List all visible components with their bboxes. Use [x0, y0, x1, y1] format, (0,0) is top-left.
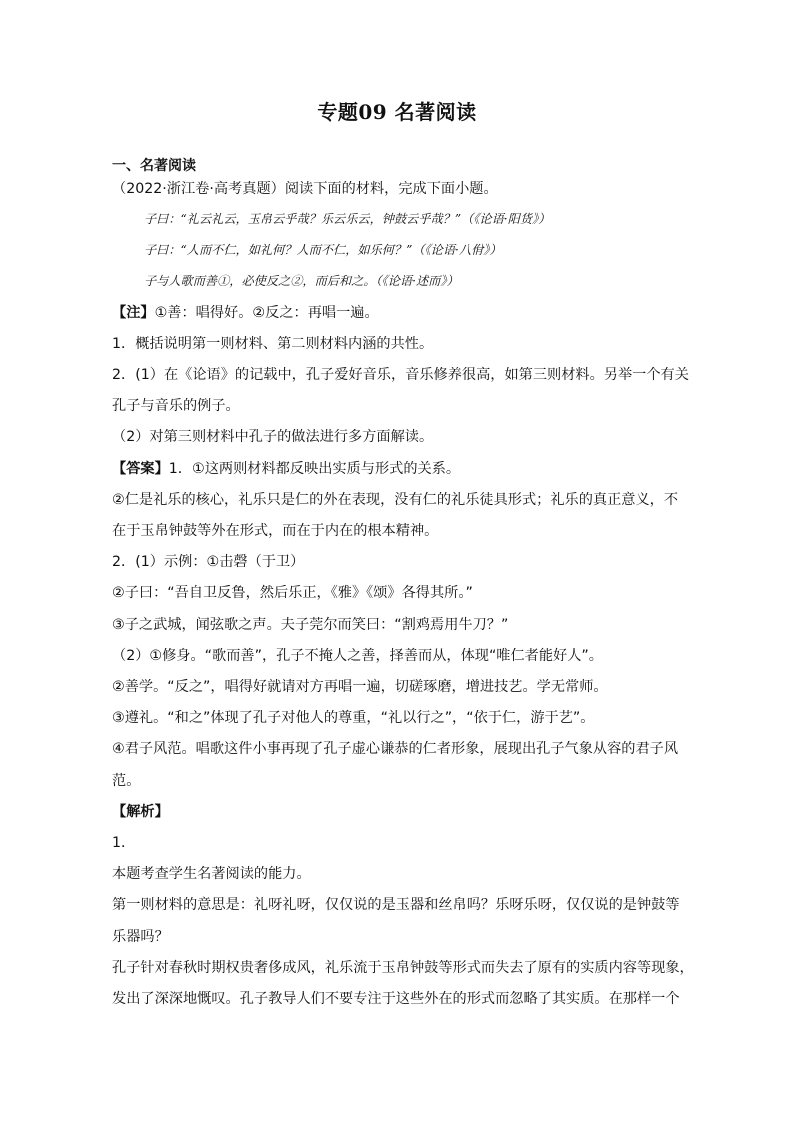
note-line [112, 298, 682, 329]
note-text: ①善：唱得好。②反之：再唱一遍。 [154, 304, 379, 321]
question-1: 1．概括说明第一则材料、第二则材料内涵的共性。 [112, 335, 434, 352]
quote-2: 子曰：“人而不仁，如礼何？人而不仁，如乐何？”（《论语·八佾》） [144, 243, 502, 258]
quote-1: 子曰：“礼云礼云，玉帛云乎哉？乐云乐云，钟鼓云乎哉？”（《论语·阳货》） [144, 212, 551, 226]
answer-label: 【答案】 [112, 460, 169, 477]
question-2-part-1-line-2: 孔子与音乐的例子。 [112, 398, 240, 415]
analysis-line-4: 孔子针对春秋时期权贵奢侈成风，礼乐流于玉帛钟鼓等形式而失去了原有的实质内容等现象， [112, 959, 694, 976]
analysis-line-5: 发出了深深地慨叹。孔子教导人们不要专注于这些外在的形式而忽略了其实质。在那样一个 [112, 991, 680, 1008]
question-2-part-1-line-1: 2．(1）在《论语》的记载中，孔子爱好音乐，音乐修养很高，如第三则材料。另举一个有关 [112, 367, 689, 384]
analysis-number: 1． [112, 835, 136, 852]
analysis-label: 【解析】 [112, 803, 169, 820]
answer-line-9: ③遵礼。“和之”体现了孔子对他人的尊重，“礼以行之”，“依于仁，游于艺”。 [112, 710, 595, 727]
analysis-line-1: 本题考查学生名著阅读的能力。 [112, 866, 311, 883]
answer-line-2: ②仁是礼乐的核心，礼乐只是仁的外在表现，没有仁的礼乐徒具形式；礼乐的真正意义，不 [112, 491, 679, 508]
answer-line-7: （2）①修身。“歌而善”，孔子不掩人之善，择善而从，体现“唯仁者能好人”。 [112, 647, 603, 664]
note-label: 【注】 [112, 304, 155, 321]
answer-line-5: ②子曰：“吾自卫反鲁，然后乐正，《雅》《颂》各得其所。” [112, 585, 473, 602]
question-2-part-2: （2）对第三则材料中孔子的做法进行多方面解读。 [112, 429, 434, 446]
answer-line-3: 在于玉帛钟鼓等外在形式，而在于内在的根本精神。 [112, 523, 439, 540]
quote-3: 子与人歌而善①，必使反之②，而后和之。（《论语·述而》） [144, 274, 459, 289]
answer-1-text: 1．①这两则材料都反映出实质与形式的关系。 [168, 460, 461, 477]
question-source-intro: （2022·浙江卷·高考真题）阅读下面的材料，完成下面小题。 [112, 181, 498, 197]
answer-line-4: 2．(1）示例：①击磬（于卫） [112, 554, 305, 571]
document-title: 专题09 名著阅读 [317, 100, 477, 124]
answer-line-6: ③子之武城，闻弦歌之声。夫子莞尔而笑曰：“割鸡焉用牛刀？” [112, 616, 509, 633]
answer-line-1 [112, 454, 682, 485]
answer-line-10: ④君子风范。唱歌这件小事再现了孔子虚心谦恭的仁者形象，展现出孔子气象从容的君子风 [112, 741, 679, 758]
section-heading: 一、名著阅读 [112, 158, 196, 174]
analysis-line-2: 第一则材料的意思是：礼呀礼呀，仅仅说的是玉器和丝帛吗？乐呀乐呀，仅仅说的是钟鼓等 [112, 897, 680, 914]
answer-line-8: ②善学。“反之”，唱得好就请对方再唱一遍，切磋琢磨，增进技艺。学无常师。 [112, 679, 608, 696]
analysis-line-3: 乐器吗？ [112, 928, 169, 945]
answer-line-11: 范。 [112, 772, 141, 789]
